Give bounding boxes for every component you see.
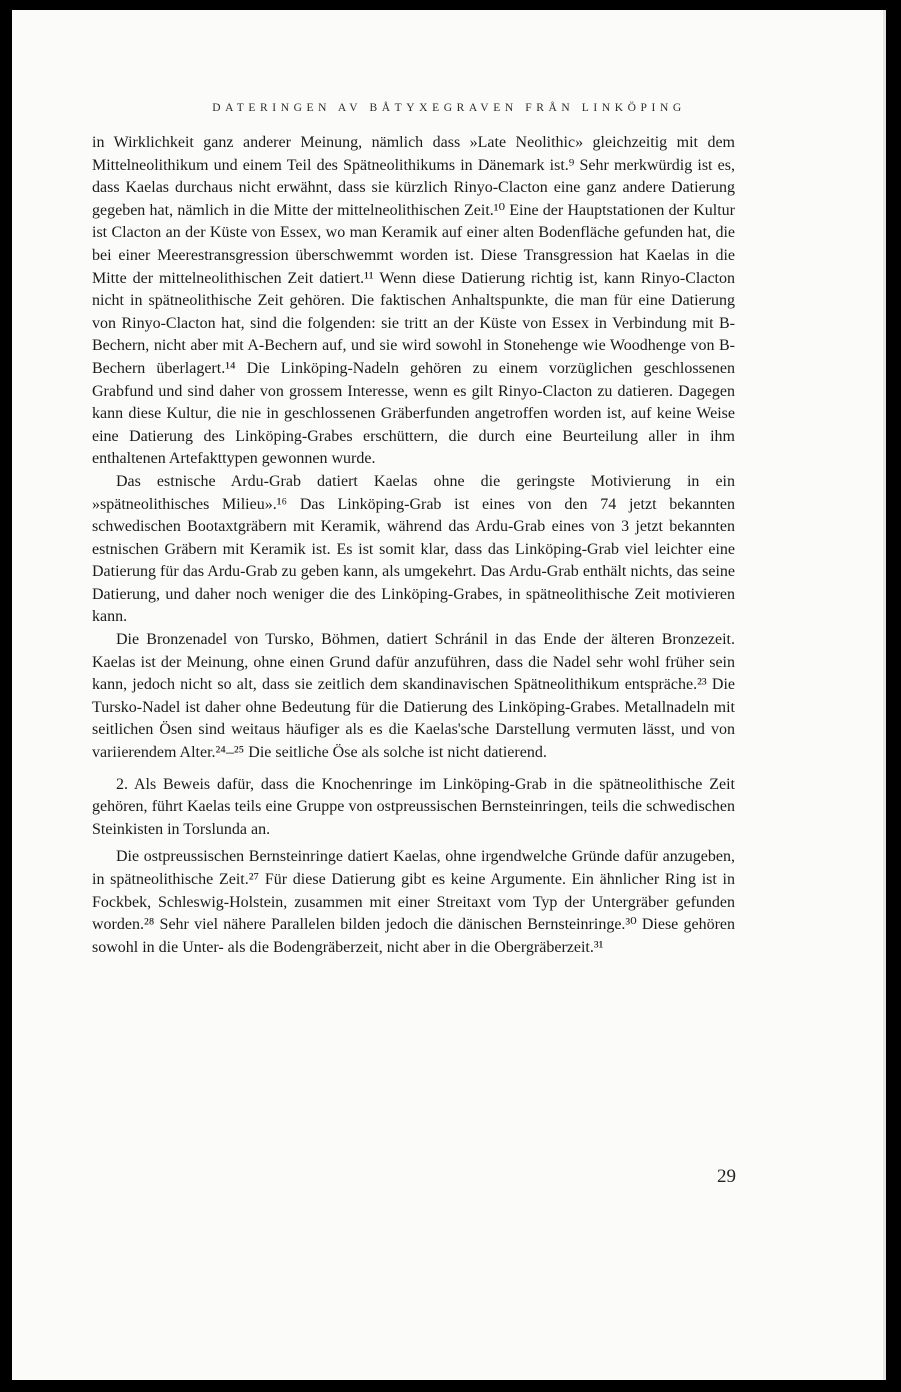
running-head: DATERINGEN AV BÅTYXEGRAVEN FRÅN LINKÖPING [212,102,686,114]
body-text [92,132,735,959]
book-page [12,10,886,1380]
paragraph-3: Die Bronzenadel von Tursko, Böhmen, datiert Schránil in das Ende der älteren Bronzezeit. Kaelas ist der Meinung, ohne einen Grund dafür anzuführen, dass die Nadel sehr wohl früher sein kann, jedoch nicht so alt, dass sie zeitlich dem skandinavischen Spätneolithikum entspräche.²³ Die Tursko-Nadel ist daher ohne Bedeutung für die Datierung des Linköping-Grabes. Metallnadeln mit seitlichen Ösen sind weitaus häufiger als es die Kaelas'sche Darstellung vermuten lässt, und von variierendem Alter.²⁴–²⁵ Die seitliche Öse als solche ist nicht datierend. [92,631,735,762]
paragraph-2: Das estnische Ardu-Grab datiert Kaelas ohne die geringste Motivierung in ein »spätneolithisches Milieu».¹⁶ Das Linköping-Grab ist eines von den 74 jetzt bekannten schwedischen Bootaxtgräbern mit Keramik, während das Ardu-Grab eines von 3 jetzt bekannten estnischen Gräbern mit Keramik ist. Es ist somit klar, dass das Linköping-Grab viel leichter eine Datierung für das Ardu-Grab zu geben kann, als umgekehrt. Das Ardu-Grab enthält nichts, das seine Datierung, und daher noch weniger die des Linköping-Grabes, in spätneolithische Zeit motivieren kann. [92,472,735,626]
page-number: 29 [717,1166,736,1187]
paragraph-4: 2. Als Beweis dafür, dass die Knochenringe im Linköping-Grab in die spätneolithische Zeit gehören, führt Kaelas teils eine Gruppe von ostpreussischen Bernsteinringen, teils die schwedischen Steinkisten in Torslunda an. [92,775,735,838]
page-edge [883,10,886,1380]
paragraph-1: in Wirklichkeit ganz anderer Meinung, nämlich dass »Late Neolithic» gleichzeitig mit dem Mittelneolithikum und einem Teil des Spätneolithikums in Dänemark ist.⁹ Sehr merkwürdig ist es, dass Kaelas durchaus nicht erwähnt, dass sie kürzlich Rinyo-Clacton eine ganz andere Datierung gegeben hat, nämlich in die Mitte der mittelneolithischen Zeit.¹⁰ Eine der Hauptstationen der Kultur ist Clacton an der Küste von Essex, wo man Keramik auf einer alten Bodenfläche gefunden hat, die bei einer Meerestransgression überschwemmt worden ist. Diese Transgression hat Kaelas in die Mitte der mittelneolithischen Zeit datiert.¹¹ Wenn diese Datierung richtig ist, kann Rinyo-Clacton nicht in spätneolithische Zeit gehören. Die faktischen Anhaltspunkte, die man für eine Datierung von Rinyo-Clacton hat, sind die folgenden: sie tritt an der Küste von Essex in Verbindung mit B-Bechern, nicht aber mit A-Bechern auf, und sie wird sowohl in Stonehenge wie Woodhenge von B-Bechern überlagert.¹⁴ Die Linköping-Nadeln gehören zu einem vorzüglichen geschlossenen Grabfund und sind daher von grossem Interesse, wenn es gilt Rinyo-Clacton zu datieren. Dagegen kann diese Kultur, die nie in geschlossenen Gräberfunden angetroffen worden ist, auf keine Weise eine Datierung des Linköping-Grabes erschüttern, die durch eine Beurteilung aller in ihm enthaltenen Artefakttypen gewonnen wurde. [92,134,735,468]
paragraph-5: Die ostpreussischen Bernsteinringe datiert Kaelas, ohne irgendwelche Gründe dafür anzugeben, in spätneolithische Zeit.²⁷ Für diese Datierung gibt es keine Argumente. Ein ähnlicher Ring ist in Fockbek, Schleswig-Holstein, zusammen mit einer Streitaxt vom Typ der Untergräber gefunden worden.²⁸ Sehr viel nähere Parallelen bilden jedoch die dänischen Bernsteinringe.³⁰ Diese gehören sowohl in die Unter- als die Bodengräberzeit, nicht aber in die Obergräberzeit.³¹ [92,848,735,956]
